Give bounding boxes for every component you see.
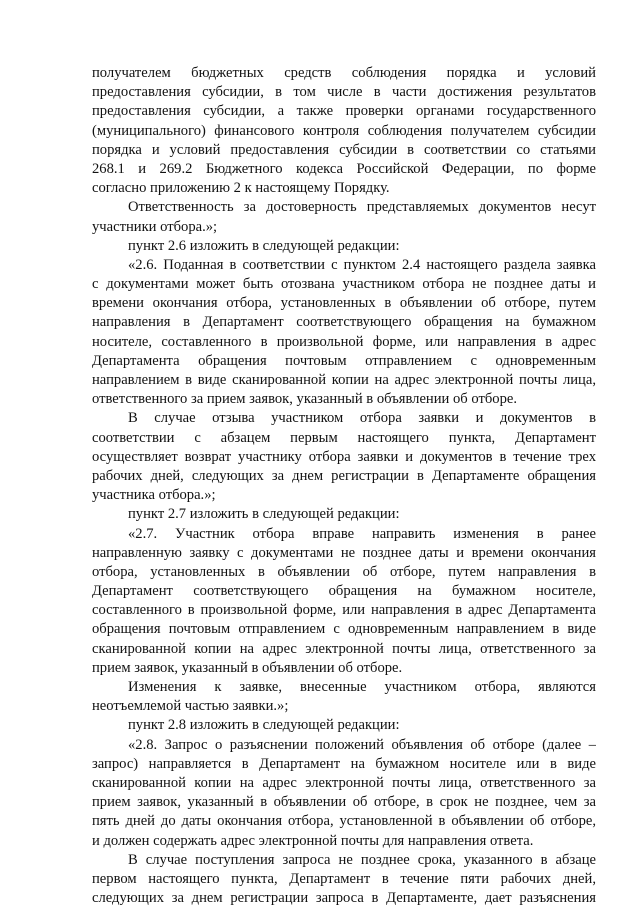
paragraph: [92, 64, 596, 198]
text-line: Ответственность за достоверность представляемых документов несут: [128, 199, 596, 216]
text-line: обращения почтовым отправлением с одновременным направлением в виде: [92, 621, 596, 638]
text-line: Департамента обращения почтовым отправлением с одновременным: [92, 352, 596, 369]
text-line: пункт 2.6 изложить в следующей редакции:: [128, 237, 400, 254]
text-line: «2.6. Поданная в соответствии с пунктом 2.4 настоящего раздела заявка: [128, 256, 596, 273]
paragraph: [92, 505, 596, 524]
text-line: ответственного за прием заявок, указанный в объявлении об отборе.: [92, 391, 517, 408]
paragraph: [92, 198, 596, 236]
text-line: отбора, установленных в объявлении об отборе, путем направления в: [92, 563, 596, 580]
text-line: и должен содержать адрес электронной почты для направления ответа.: [92, 832, 534, 849]
text-line: следующих за днем регистрации запроса в Департаменте, дает разъяснения: [92, 890, 596, 907]
text-line: участники отбора.»;: [92, 218, 218, 235]
text-line: получателем бюджетных средств соблюдения порядка и условий: [92, 65, 596, 81]
text-line: «2.7. Участник отбора вправе направить изменения в ранее: [128, 525, 596, 542]
text-line: пять дней до даты окончания отбора, установленной в объявлении об отборе,: [92, 813, 596, 830]
text-line: пункт 2.8 изложить в следующей редакции:: [128, 717, 400, 734]
text-line: рабочих дней, следующих за днем регистрации в Департаменте обращения: [92, 467, 596, 484]
paragraph: [92, 237, 596, 256]
paragraph: [92, 736, 596, 851]
text-line: запрос) направляется в Департамент на бумажном носителе или в виде: [92, 755, 596, 772]
text-line: пункт 2.7 изложить в следующей редакции:: [128, 506, 400, 523]
text-line: предоставления субсидии, в том числе в части достижения результатов: [92, 84, 596, 101]
text-line: времени окончания отбора, установленных в объявлении об отборе, путем: [92, 295, 596, 312]
paragraph: [92, 525, 596, 679]
text-line: составленного в произвольной форме, или направления в адрес Департамента: [92, 602, 596, 619]
text-line: направленную заявку с документами не позднее даты и времени окончания: [92, 544, 596, 561]
text-line: направлением в виде сканированной копии на адрес электронной почты лица,: [92, 372, 596, 388]
paragraph: [92, 678, 596, 716]
text-line: соответствии с абзацем первым настоящего пункта, Департамент: [92, 429, 596, 446]
text-line: Департамент соответствующего обращения на бумажном носителе,: [92, 583, 596, 600]
text-line: согласно приложению 2 к настоящему Порядку.: [92, 180, 390, 197]
text-line: первом настоящего пункта, Департамент в течение пяти рабочих дней,: [92, 870, 596, 887]
text-line: неотъемлемой частью заявки.»;: [92, 698, 289, 715]
paragraph: [92, 851, 596, 908]
paragraph: [92, 409, 596, 505]
text-line: порядка и условий предоставления субсидии в соответствии со статьями: [92, 141, 596, 158]
text-line: направления в Департамент соответствующего обращения на бумажном: [92, 314, 596, 331]
paragraph: [92, 716, 596, 735]
text-line: В случае поступления запроса не позднее срока, указанного в абзаце: [128, 851, 596, 868]
text-line: В случае отзыва участником отбора заявки и документов в: [128, 410, 596, 427]
text-line: участника отбора.»;: [92, 487, 216, 504]
paragraph: [92, 256, 596, 410]
document-page: [92, 64, 596, 908]
text-line: носителе, составленного в произвольной форме, или направления в адрес: [92, 333, 596, 350]
text-line: с документами может быть отозвана участником отбора не позднее даты и: [92, 276, 596, 293]
text-line: сканированной копии на адрес электронной почты лица, ответственного за: [92, 640, 596, 657]
text-line: предоставления субсидии, а также проверки органами государственного: [92, 103, 596, 120]
text-line: сканированной копии на адрес электронной почты лица, ответственного за: [92, 774, 596, 791]
text-line: 268.1 и 269.2 Бюджетного кодекса Российской Федерации, по форме: [92, 160, 596, 177]
text-line: Изменения к заявке, внесенные участником отбора, являются: [128, 679, 596, 695]
text-line: «2.8. Запрос о разъяснении положений объявления об отборе (далее –: [128, 736, 596, 753]
text-line: прием заявок, указанный в объявлении об отборе.: [92, 659, 403, 676]
text-line: (муниципального) финансового контроля соблюдения получателем субсидии: [92, 122, 596, 139]
text-line: прием заявок, указанный в объявлении об отборе, в срок не позднее, чем за: [92, 794, 596, 811]
text-line: осуществляет возврат участнику отбора заявки и документов в течение трех: [92, 448, 596, 465]
